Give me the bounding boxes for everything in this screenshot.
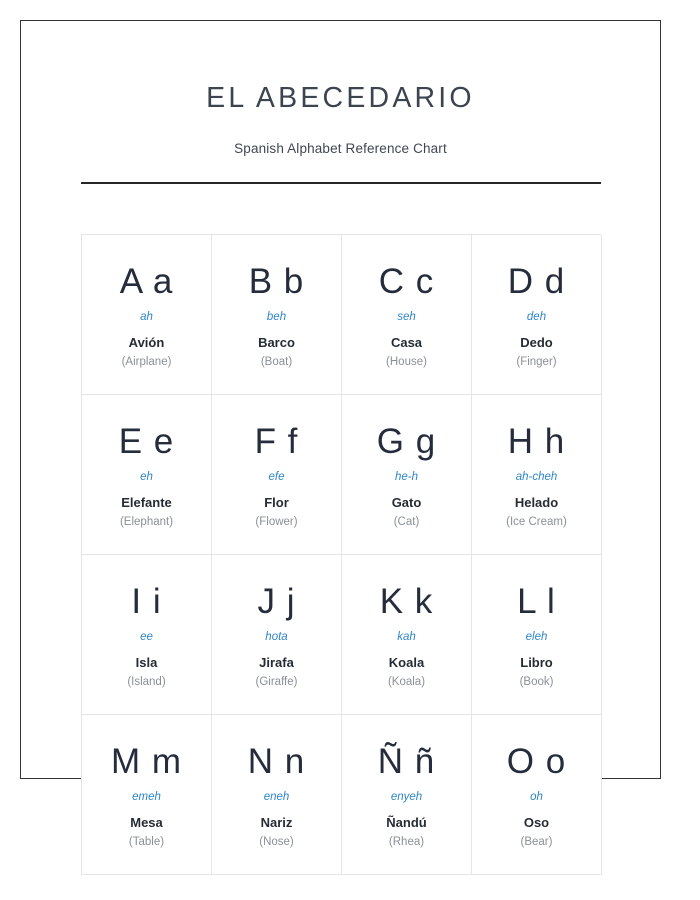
pronunciation-text: eh [140, 471, 153, 483]
translation-text: (House) [386, 355, 427, 368]
letter-card[interactable] [82, 715, 212, 875]
pronunciation-text: efe [268, 471, 285, 483]
translation-text: (Rhea) [388, 835, 425, 848]
example-word: Avión [128, 334, 165, 350]
example-word: Dedo [520, 334, 553, 350]
letter-pair: G g [376, 421, 437, 461]
translation-text: (Boat) [260, 355, 293, 368]
letter-pair: J j [257, 581, 296, 621]
page-subtitle: Spanish Alphabet Reference Chart [234, 141, 447, 157]
example-word: Mesa [130, 814, 163, 830]
translation-text: (Giraffe) [255, 675, 298, 688]
letter-pair: A a [119, 261, 174, 301]
letter-pair: K k [379, 581, 434, 621]
translation-text: (Book) [519, 675, 554, 688]
translation-text: (Finger) [516, 355, 557, 368]
letter-pair: D d [507, 261, 566, 301]
letter-card[interactable] [472, 715, 602, 875]
example-word: Gato [391, 494, 422, 510]
letter-card[interactable] [82, 555, 212, 715]
pronunciation-text: deh [526, 311, 547, 323]
alphabet-grid [81, 234, 601, 875]
translation-text: (Cat) [393, 515, 420, 528]
letter-pair: N n [247, 741, 306, 781]
pronunciation-text: hota [265, 631, 288, 643]
translation-text: (Flower) [255, 515, 298, 528]
letter-card[interactable] [342, 235, 472, 395]
letter-card[interactable] [472, 395, 602, 555]
letter-card[interactable] [82, 235, 212, 395]
letter-card[interactable] [342, 555, 472, 715]
pronunciation-text: emeh [132, 791, 161, 803]
letter-card[interactable] [212, 235, 342, 395]
pronunciation-text: kah [397, 631, 416, 643]
letter-card[interactable] [342, 395, 472, 555]
example-word: Koala [388, 654, 425, 670]
letter-pair: M m [110, 741, 183, 781]
pronunciation-text: beh [266, 311, 287, 323]
example-word: Oso [523, 814, 550, 830]
header-divider [81, 182, 601, 184]
pronunciation-text: oh [530, 791, 543, 803]
pronunciation-text: he-h [394, 471, 419, 483]
letter-pair: O o [506, 741, 567, 781]
example-word: Ñandú [386, 814, 427, 830]
pronunciation-text: enyeh [390, 791, 423, 803]
translation-text: (Airplane) [121, 355, 172, 368]
example-word: Helado [514, 494, 559, 510]
pronunciation-text: eleh [525, 631, 548, 643]
pronunciation-text: ee [140, 631, 153, 643]
letter-pair: H h [507, 421, 566, 461]
letter-pair: I i [131, 581, 162, 621]
translation-text: (Table) [128, 835, 165, 848]
letter-pair: B b [248, 261, 305, 301]
example-word: Flor [264, 494, 289, 510]
letter-pair: C c [378, 261, 435, 301]
example-word: Barco [258, 334, 295, 350]
letter-pair: F f [254, 421, 299, 461]
example-word: Isla [135, 654, 158, 670]
letter-pair: L l [517, 581, 556, 621]
letter-card[interactable] [472, 555, 602, 715]
example-word: Nariz [260, 814, 293, 830]
pronunciation-text: seh [397, 311, 416, 323]
letter-card[interactable] [82, 395, 212, 555]
letter-card[interactable] [212, 395, 342, 555]
page-title: EL ABECEDARIO [206, 82, 475, 114]
example-word: Casa [390, 334, 423, 350]
letter-card[interactable] [472, 235, 602, 395]
letter-card[interactable] [212, 555, 342, 715]
translation-text: (Nose) [259, 835, 294, 848]
translation-text: (Elephant) [119, 515, 174, 528]
document-page [20, 20, 661, 848]
example-word: Elefante [121, 494, 172, 510]
letter-pair: Ñ ñ [377, 741, 436, 781]
pronunciation-text: ah [140, 311, 153, 323]
letter-card[interactable] [342, 715, 472, 875]
translation-text: (Bear) [520, 835, 553, 848]
example-word: Jirafa [259, 654, 294, 670]
translation-text: (Ice Cream) [506, 515, 567, 528]
translation-text: (Island) [127, 675, 166, 688]
letter-card[interactable] [212, 715, 342, 875]
translation-text: (Koala) [387, 675, 426, 688]
document-header [21, 21, 660, 184]
letter-pair: E e [118, 421, 175, 461]
pronunciation-text: ah-cheh [515, 471, 558, 483]
pronunciation-text: eneh [263, 791, 290, 803]
example-word: Libro [520, 654, 553, 670]
